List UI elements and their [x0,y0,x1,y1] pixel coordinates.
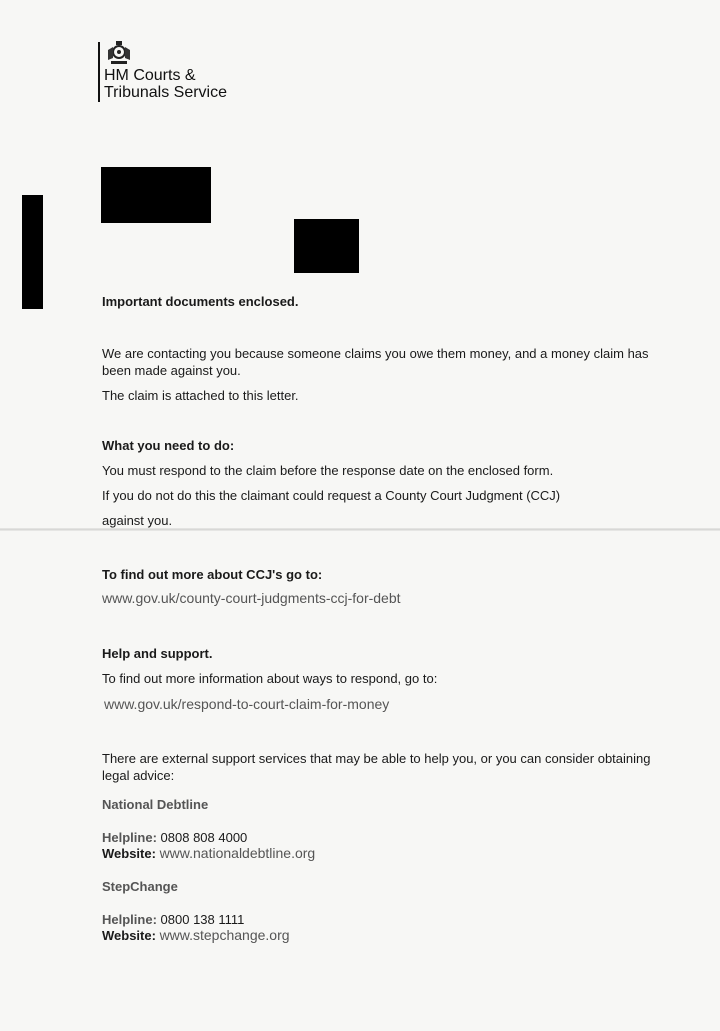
helpline-number: 0800 138 1111 [160,912,245,927]
ccj-heading: To find out more about CCJ's go to: [102,567,323,582]
website-label: Website: [102,846,156,861]
todo-line3: against you. [102,513,173,528]
help-link[interactable]: www.gov.uk/respond-to-court-claim-for-money [104,696,390,712]
help-text: To find out more information about ways to respond, go to: [102,671,438,686]
helpline-label: Helpline: [102,830,157,845]
help-heading: Help and support. [102,646,213,661]
attached-text: The claim is attached to this letter. [102,388,299,403]
stepchange-website-row [102,927,290,944]
redacted-reference-block [294,219,359,273]
royal-crest-icon [106,41,132,65]
intro-heading: Important documents enclosed. [102,294,299,309]
national-debtline-website-row [102,845,315,862]
redacted-address-block [101,167,211,223]
website-label: Website: [102,928,156,943]
service-name-stepchange: StepChange [102,879,178,894]
stepchange-helpline-row [102,911,244,928]
org-name-line1: HM Courts & [104,67,196,84]
intro-paragraph: We are contacting you because someone claims you owe them money, and a money claim has been made against you. [102,346,649,378]
website-link[interactable]: www.nationaldebtline.org [159,845,316,861]
redacted-margin-block [22,195,43,309]
service-name-national-debtline: National Debtline [102,797,209,812]
helpline-number: 0808 808 4000 [160,830,248,845]
todo-line1: You must respond to the claim before the response date on the enclosed form. [102,463,554,478]
paper-fold [0,528,720,531]
external-support-text: There are external support services that may be able to help you, or you can consider obtaining legal advice: [102,751,651,783]
org-name-line2: Tribunals Service [104,84,228,101]
website-link[interactable]: www.stepchange.org [159,927,290,943]
todo-heading: What you need to do: [102,438,235,453]
helpline-label: Helpline: [102,912,157,927]
todo-line2: If you do not do this the claimant could request a County Court Judgment (CCJ) [102,488,561,503]
ccj-link[interactable]: www.gov.uk/county-court-judgments-ccj-for-debt [102,590,401,606]
logo-divider [98,42,100,102]
national-debtline-helpline-row [102,829,247,846]
